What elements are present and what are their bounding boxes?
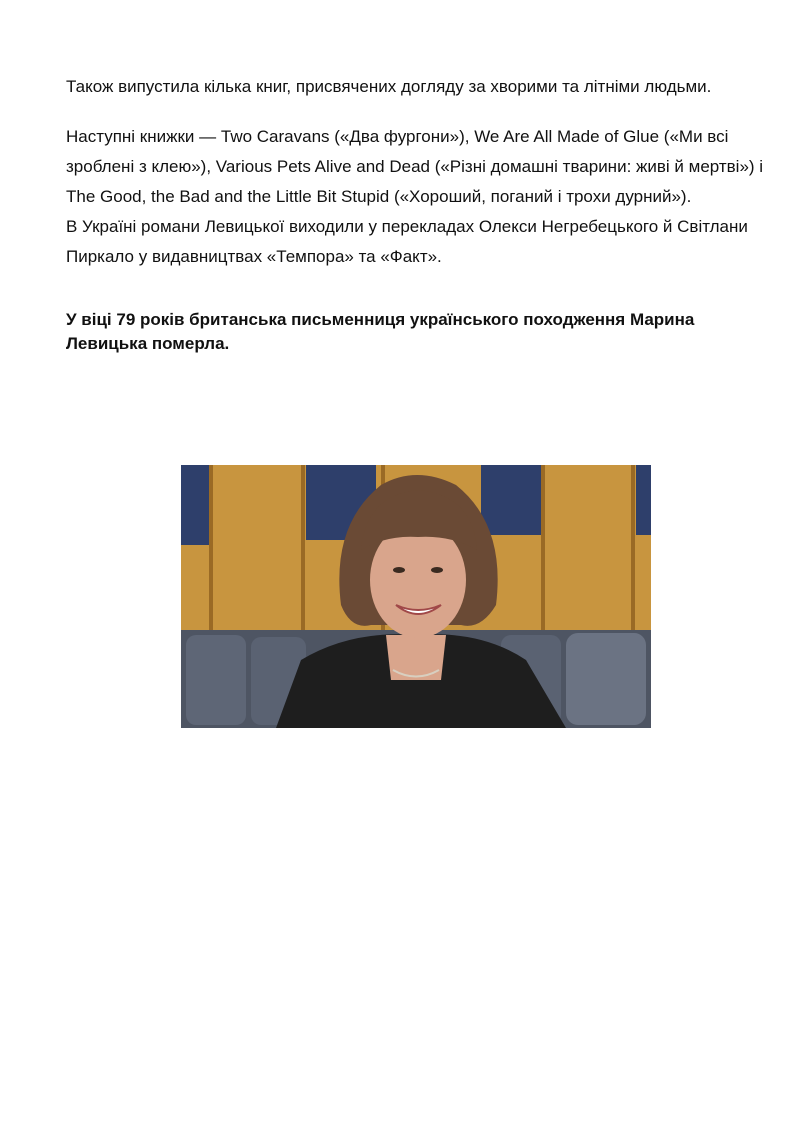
paragraph-books-care: Також випустила кілька книг, присвячених догляду за хворими та літніми людьми. [66,77,712,96]
author-photo-illustration [181,465,651,728]
author-photo [181,465,651,728]
paragraph-ukraine-translations: В Україні романи Левицької виходили у перекладах Олекси Негребецького й Світлани Пиркало у видавництвах «Темпора» та «Факт». [66,217,748,266]
headline-death-notice: У віці 79 років британська письменниця українського походження Марина Левицька померла. [66,310,695,353]
paragraph-next-books: Наступні книжки — Two Caravans («Два фургони»), We Are All Made of Glue («Ми всі зроблені з клею»), Various Pets Alive and Dead («Різні домашні тварини: живі й мертві») і The Good, the Bad and the Little Bit Stupid («Хороший, поганий і трохи дурний»). [66,127,764,206]
document-page [66,74,766,356]
